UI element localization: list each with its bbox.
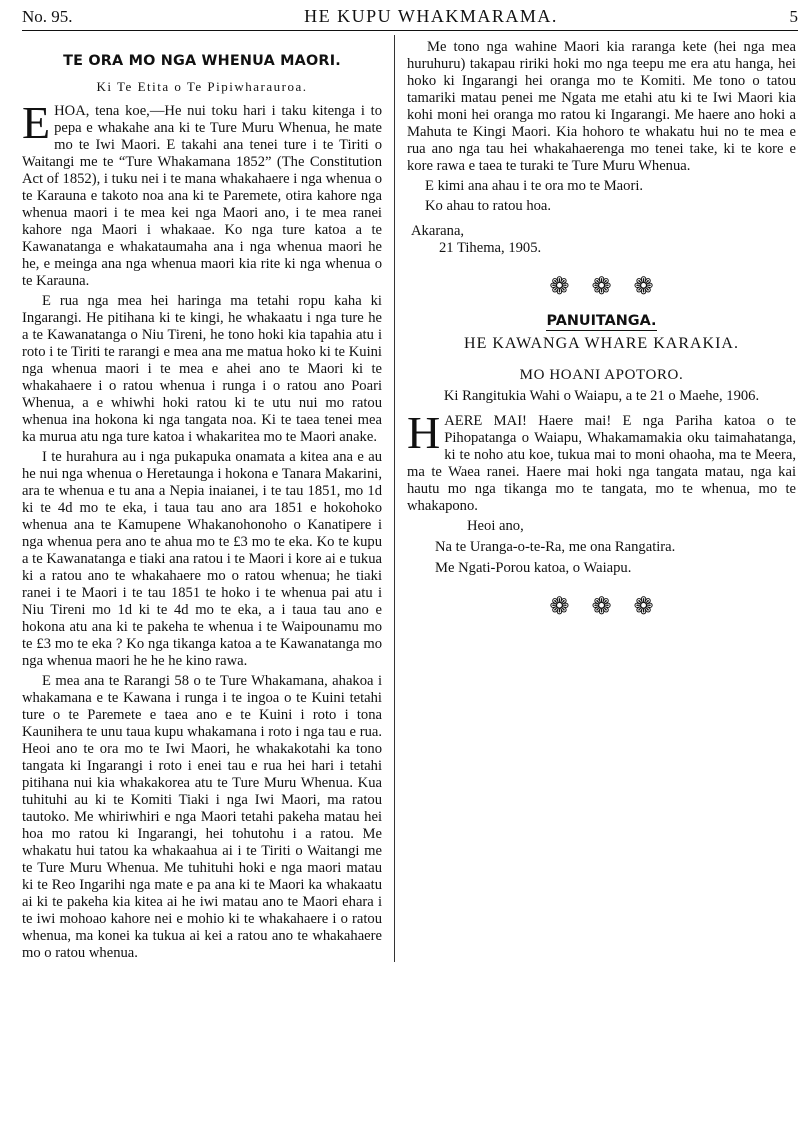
notice-title: HE KAWANGA WHARE KARAKIA. bbox=[464, 335, 739, 352]
flower-ornament-icon: ❁ bbox=[549, 274, 570, 300]
notice-sign-2: Na te Uranga-o-te-Ra, me ona Rangatira. bbox=[435, 539, 676, 555]
right-column bbox=[394, 35, 796, 962]
ornament-row-1 bbox=[407, 275, 796, 299]
date-line: 21 Tihema, 1905. bbox=[439, 240, 542, 256]
flower-ornament-icon: ❁ bbox=[591, 274, 612, 300]
notice-sign-1: Heoi ano, bbox=[467, 518, 524, 534]
notice-drop-cap: H bbox=[407, 407, 441, 458]
notice-heading bbox=[407, 313, 796, 329]
flower-ornament-icon: ❁ bbox=[633, 274, 654, 300]
columns bbox=[22, 35, 798, 962]
notice-subtitle: MO HOANI APOTORO. bbox=[519, 367, 684, 383]
notice-sign-3: Me Ngati-Porou katoa, o Waiapu. bbox=[435, 560, 632, 576]
ornament-row-2 bbox=[407, 595, 796, 619]
flower-ornament-icon: ❁ bbox=[591, 594, 612, 620]
article-heading: TE ORA MO NGA WHENUA MAORI. bbox=[63, 53, 341, 69]
article-subheading: Ki Te Etita o Te Pipiwharauroa. bbox=[96, 79, 308, 94]
article-paragraph-5: Me tono nga wahine Maori kia raranga kete (hei nga mea huruhuru) takapau ririki hoki mo nga teepu me era atu hanga, hei hoko ki Ingarangi hei oranga mo te Komiti. Me tono o tatou tamariki matau penei me Ngata me etahi atu ki te Iwi Maori kia kohi moni hei oranga mo ratou ki Ingarangi. Me haere ano hoki a Mahuta te Kingi Maori. Kia hohoro te whakatu hui no te mea e rua ano nga tau hei whakahaerenga mo tenei take, ki te kore e kore rawa e taea te turaki te Ture Muru Whenua. bbox=[407, 39, 796, 174]
page-number: 5 bbox=[789, 7, 798, 26]
masthead bbox=[22, 6, 798, 31]
newspaper-title: HE KUPU WHAKMARAMA. bbox=[304, 6, 558, 26]
place-line: Akarana, bbox=[411, 223, 465, 239]
notice-body bbox=[407, 407, 796, 515]
article-paragraph-1 bbox=[22, 97, 382, 290]
article-paragraph-1-text: HOA, tena koe,—He nui toku hari i taku kitenga i to pepa e whakahe ana ki te Ture Muru Whenua, he mate mo te Iwi Maori. E takahi ana tenei ture i te Tiriti o Waitangi me te “Ture Whakamana 1852” (The Constitution Act of 1852), i tuku nei i te mana whakahaere i nga whenua o te Karauna e takoto noa ana ki te Paremete, otira kahore nga whenua maori i te mea kei nga Maori ano, i te mea ranei kahore nga Maori i whakaae. Ko nga ture katoa a te Kawanatanga e whakataumaha ana i nga whenua maori he he, e meinga ana nga whenua maori kia rite ki nga whenua o te Karauna. bbox=[22, 103, 382, 289]
flower-ornament-icon: ❁ bbox=[633, 594, 654, 620]
article-paragraph-3: I te hurahura au i nga pukapuka onamata a kitea ana e au he nui nga whenua o Heretaunga i hokona e Tanara Makarini, ara te whenua e tu ana a Nepia inaianei, i te tau 1851, mo 1d ki te 4d mo te eka, i taua tau ano ara 1851 e hokohoko whenua ana te Kamupene Whakanohonoho o Kanatipere i nga whenua pera ano te ahua mo te £3 mo te eka. Ko te kupu a te Kawanatanga e tiaki ana ratou i te Maori i kore ai e tukua ki a ratou ano te whakahaere mo o ratou whenua; he tiaki ranei i te Maori i te tau 1851 te hoko i te whenua pai atu i Niu Tireni mo 1d ki te 4d mo te eka, a i taua tau ano e hokona atu ana ki te pakeha te whenua i te Waipounamu mo te £3 mo te eka ? Ko nga tikanga katoa a te Kawanatanga mo nga whenua maori he he he kino rawa. bbox=[22, 449, 382, 669]
drop-cap: E bbox=[22, 97, 51, 148]
closing-line-1: E kimi ana ahau i te ora mo te Maori. bbox=[425, 178, 644, 194]
left-column bbox=[22, 35, 394, 962]
notice-heading-text: PANUITANGA. bbox=[546, 313, 657, 329]
issue-number: No. 95. bbox=[22, 7, 73, 26]
closing-line-2: Ko ahau to ratou hoa. bbox=[425, 198, 552, 214]
article-paragraph-2: E rua nga mea hei haringa ma tetahi ropu kaha ki Ingarangi. He pitihana ki te kingi, he whakaatu i nga ture he a te Kawanatanga o Niu Tireni, he tono hoki kia tapahia atu i roto i te Tiriti te rarangi e mea ana me matua hoko ki te Kuini nga whenua maori i te mea e ahei ano te Maori ki te whakahaere i o ratou whenua i runga i o ratou ano Poari Whenua, a e whiwhi hoki ratou ki te utu nui mo ratou whenua ina hokona ki nga tangata noa. Ki te taea tenei mea ka murua atu nga ture katoa i whakaritea mo te Maori anake. bbox=[22, 293, 382, 445]
notice-body-text: AERE MAI! Haere mai! E nga Pariha katoa o te Pihopatanga o Waiapu, Whakamamakia oku taimahatanga, ki te noho atu koe, tukua mai to moni ohaoha, ma te Meera, ma te Waea ranei. Haere mai hoki nga tangata matau, nga kai hautu mo nga tikanga mo te tangata, mo te whenua, mo te whakapono. bbox=[407, 413, 796, 514]
flower-ornament-icon: ❁ bbox=[549, 594, 570, 620]
notice-location: Ki Rangitukia Wahi o Waiapu, a te 21 o Maehe, 1906. bbox=[443, 388, 760, 404]
article-paragraph-4: E mea ana te Rarangi 58 o te Ture Whakamana, ahakoa i whakamana e te Kawana i runga i te ingoa o te Kuini tetahi ture o te Paremete e taea ano e te Kuini i roto i tona Kaunihera te unu taua kupu whakamana i roto i nga tau e rua. Heoi ano te ora mo te Iwi Maori, he whakakotahi ka tono tangata ki Ingarangi i roto i enei tau e rua hei hari i tetahi pitihana nui kia whakakorea atu te Ture Muru Whenua. Kua tuhituhi au ki te Komiti Tiaki i nga Iwi Maori, ma ratou tautoko. Me whiriwhiri e nga Maori tetahi pakeha matau hei hoa mo ratou ki Ingarangi, hei tohutohu i a ratou. Me whakatu hui tatou ka whakaahua ai i te Tiriti o Waitangi me te Ture Muru Whenua. Me tuhituhi hoki e nga maori matau ki te Reo Ingarihi nga mate e pa ana ki te Maori ka whakaatu ai ki te pakeha kia kitea ai he iwi matau ano te Maori ehara i te iwi mohoao kahore nei e mohio ki te whakahaere i o ratou whenua, ma konei ka tukua ai kei a ratou ano te whakahaere mo o ratou whenua. bbox=[22, 673, 382, 961]
